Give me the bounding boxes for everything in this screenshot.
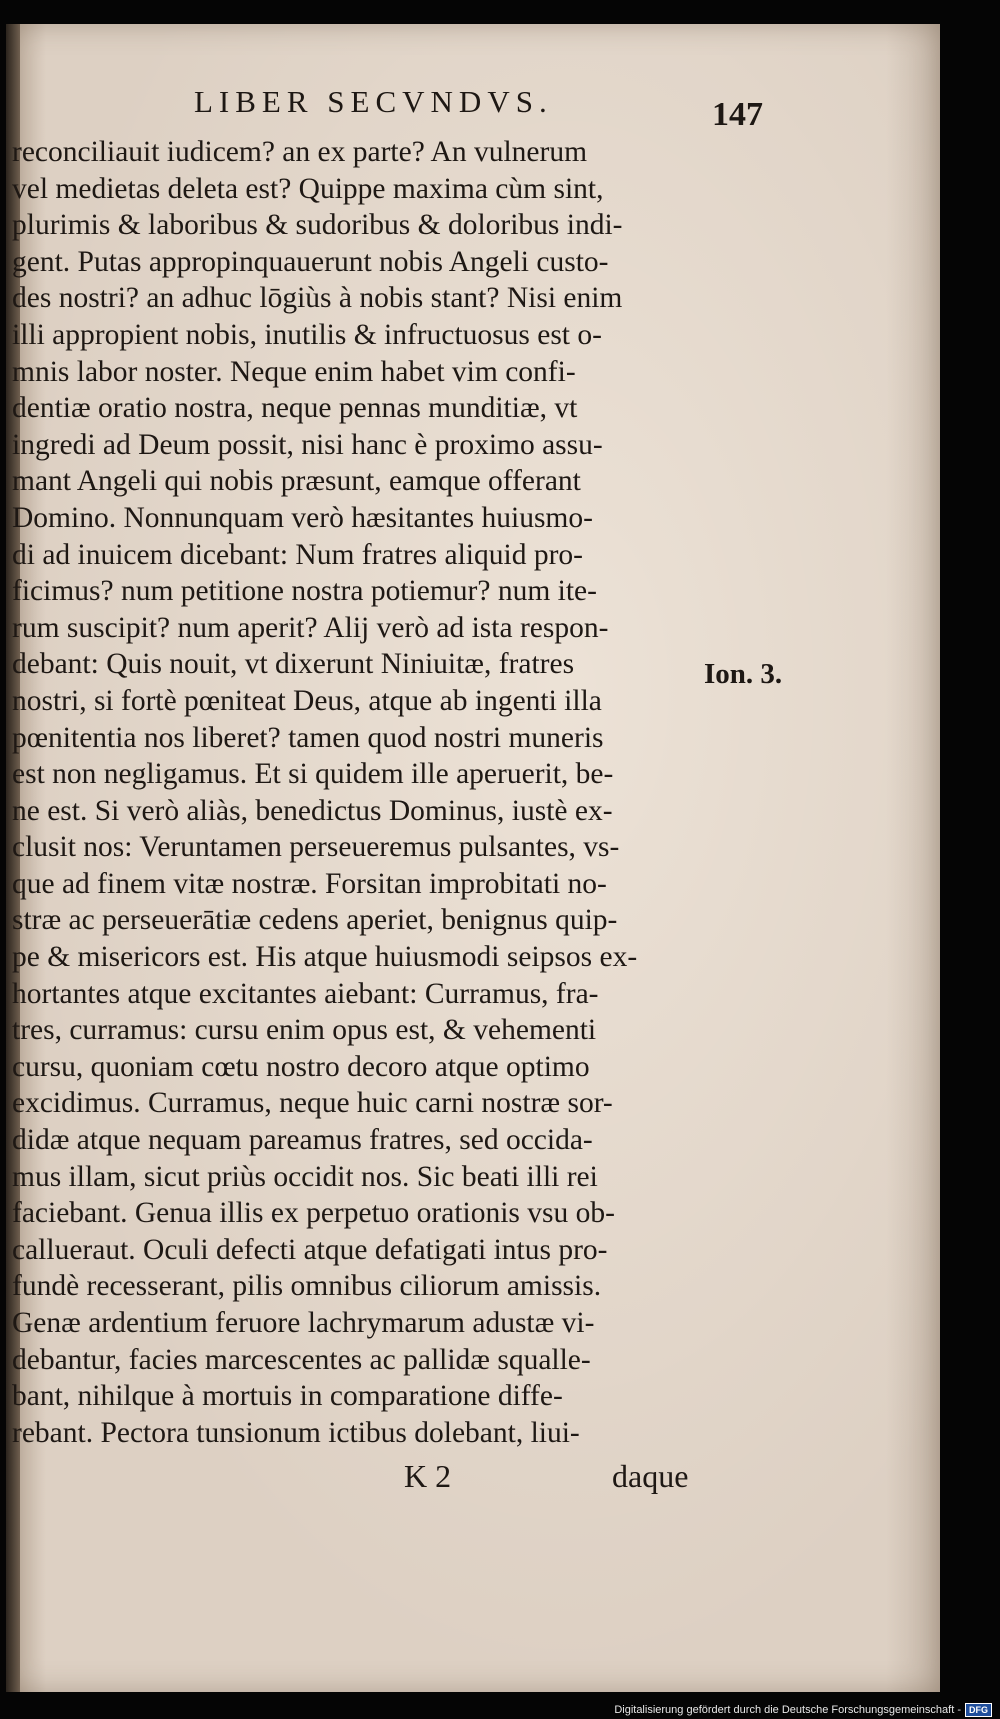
text-line: vel medietas deleta est? Quippe maxima cùm sint, — [12, 172, 604, 205]
signature-mark: K 2 — [404, 1458, 452, 1494]
dfg-logo-icon: DFG — [965, 1703, 992, 1717]
text-line: ficimus? num petitione nostra potiemur? num ite- — [12, 575, 597, 608]
text-line: ne est. Si verò aliàs, benedictus Dominus, iustè ex- — [12, 794, 613, 827]
catchword: daque — [612, 1458, 689, 1494]
text-line: clusit nos: Veruntamen perseueremus pulsantes, vs- — [12, 831, 620, 864]
text-line: reconciliauit iudicem? an ex parte? An vulnerum — [12, 136, 588, 168]
text-line: callueraut. Oculi defecti atque defatigati intus pro- — [12, 1233, 608, 1266]
text-line: illi appropient nobis, inutilis & infructuosus est o- — [12, 318, 602, 351]
text-block — [12, 134, 702, 1451]
text-line: mnis labor noster. Neque enim habet vim confi- — [12, 355, 576, 388]
text-line: stræ ac perseuerātiæ cedens aperiet, benignus quip- — [12, 904, 618, 937]
text-line: que ad finem vitæ nostræ. Forsitan improbitati no- — [12, 867, 607, 900]
text-line: Genæ ardentium feruore lachrymarum adustæ vi- — [12, 1307, 595, 1339]
text-line: bant, nihilque à mortuis in comparatione diffe- — [12, 1380, 563, 1413]
text-line: des nostri? an adhuc lōgiùs à nobis stant? Nisi enim — [12, 282, 623, 315]
text-line: didæ atque nequam pareamus fratres, sed occida- — [12, 1124, 593, 1157]
text-line: pœnitentia nos liberet? tamen quod nostri muneris — [12, 721, 604, 754]
text-line: excidimus. Curramus, neque huic carni nostræ sor- — [12, 1087, 613, 1120]
text-line: hortantes atque excitantes aiebant: Curramus, fra- — [12, 977, 599, 1010]
text-line: Domino. Nonnunquam verò hæsitantes huiusmo- — [12, 501, 593, 534]
margin-note: Ion. 3. — [704, 658, 783, 690]
text-line: ingredi ad Deum possit, nisi hanc è proximo assu- — [12, 428, 603, 461]
text-line: plurimis & laboribus & sudoribus & doloribus indi- — [12, 209, 623, 242]
text-line: fundè recesserant, pilis omnibus ciliorum amissis. — [12, 1270, 602, 1303]
text-line: di ad inuicem dicebant: Num fratres aliquid pro- — [12, 538, 583, 571]
text-line: pe & misericors est. His atque huiusmodi seipsos ex- — [12, 941, 638, 974]
text-line: rum suscipit? num aperit? Alij verò ad ista respon- — [12, 611, 609, 644]
text-line: nostri, si fortè pœniteat Deus, atque ab ingenti illa — [12, 684, 602, 717]
folio-number: 147 — [712, 96, 763, 133]
funding-text: Digitalisierung gefördert durch die Deutsche Forschungsgemeinschaft - — [614, 1703, 961, 1716]
text-line: gent. Putas appropinquauerunt nobis Angeli custo- — [12, 245, 609, 278]
text-line: tres, curramus: cursu enim opus est, & vehementi — [12, 1014, 597, 1047]
text-line: cursu, quoniam cœtu nostro decoro atque optimo — [12, 1050, 590, 1083]
funding-banner — [614, 1702, 992, 1717]
text-line: est non negligamus. Et si quidem ille aperuerit, be- — [12, 758, 614, 791]
text-line: mus illam, sicut priùs occidit nos. Sic beati illi rei — [12, 1160, 598, 1193]
text-line: debantur, facies marcescentes ac pallidæ squalle- — [12, 1343, 591, 1376]
running-head: LIBER SECVNDVS. — [194, 84, 553, 119]
text-line: faciebant. Genua illis ex perpetuo orationis vsu ob- — [12, 1197, 615, 1230]
text-line: dentiæ oratio nostra, neque pennas munditiæ, vt — [12, 392, 578, 425]
text-line: rebant. Pectora tunsionum ictibus dolebant, liui- — [12, 1416, 580, 1449]
text-line: debant: Quis nouit, vt dixerunt Niniuitæ, fratres — [12, 648, 575, 681]
book-page — [6, 24, 940, 1692]
text-line: mant Angeli qui nobis præsunt, eamque offerant — [12, 465, 581, 498]
